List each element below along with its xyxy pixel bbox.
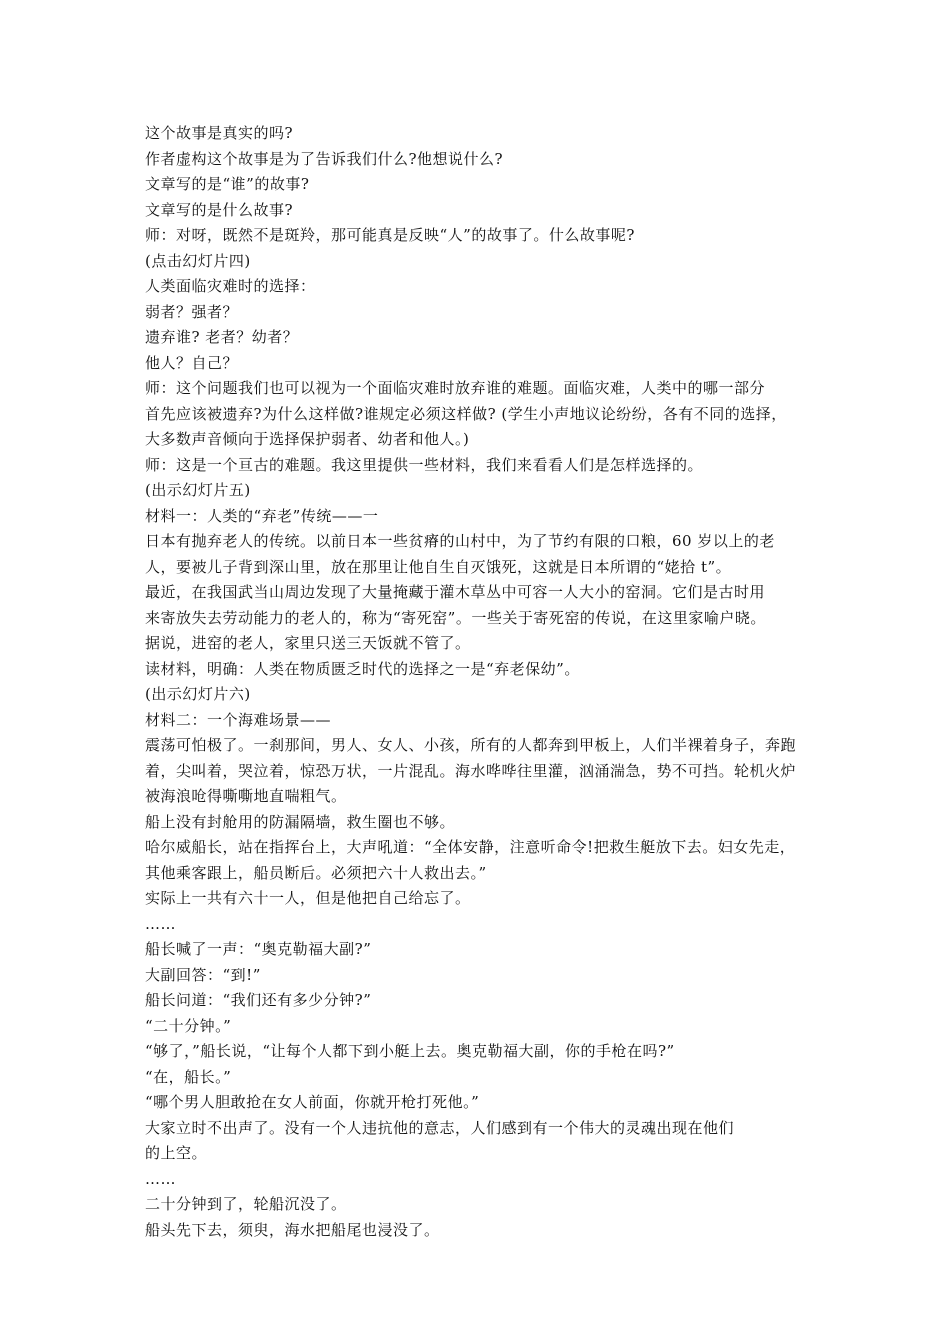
text-line: 遗弃谁? 老者？幼者？ [145,328,299,346]
text-line: “够了，”船长说，“让每个人都下到小艇上去。奥克勒福大副，你的手枪在吗?” [145,1042,675,1060]
text-line: 据说，进窑的老人，家里只送三天饭就不管了。 [145,634,471,652]
text-line: 日本有抛弃老人的传统。以前日本一些贫瘠的山村中，为了节约有限的口粮，60 岁以上的老 [145,532,775,550]
text-line: …… [145,914,176,933]
text-line: 他人？自己？ [145,353,239,372]
text-line: 师：这是一个亘古的难题。我这里提供一些材料，我们来看看人们是怎样选择的。 [145,455,704,474]
text-line: 文章写的是什么故事? [145,200,294,219]
text-line: 实际上一共有六十一人，但是他把自己给忘了。 [145,889,471,907]
text-line: 最近，在我国武当山周边发现了大量掩藏于灌木草丛中可容一人大小的窑洞。它们是古时用 [145,583,766,601]
text-line: 首先应该被遗弃?为什么这样做?谁规定必须这样做? (学生小声地议论纷纷，各有不同的选择， [145,404,787,423]
text-line: 震荡可怕极了。一刹那间，男人、女人、小孩，所有的人都奔到甲板上，人们半裸着身子，奔跑 [145,736,797,754]
text-line: 读材料，明确：人类在物质匮乏时代的选择之一是“弃老保幼”。 [145,659,580,678]
text-line: 人，要被儿子背到深山里，放在那里让他自生自灭饿死，这就是日本所谓的“姥拾 t”。 [145,557,732,576]
text-line: “哪个男人胆敢抢在女人前面，你就开枪打死他。” [145,1093,480,1111]
text-line: 大多数声音倾向于选择保护弱者、幼者和他人。) [145,430,470,448]
text-line: 大副回答：“到!” [145,965,261,984]
text-line: (出示幻灯片五) [145,481,251,499]
text-line: 船长问道：“我们还有多少分钟?” [145,991,372,1009]
text-line: 着，尖叫着，哭泣着，惊恐万状，一片混乱。海水哗哗往里灌，汹涌湍急，势不可挡。轮机火炉 [145,761,797,780]
document-body [145,121,821,1243]
text-line: …… [145,1169,176,1188]
text-line: 材料一：人类的“弃老”传统——一 [145,506,379,525]
text-line: 来寄放失去劳动能力的老人的，称为“寄死窑”。一些关于寄死窑的传说，在这里家喻户晓。 [145,608,766,627]
text-line: (出示幻灯片六) [145,685,251,703]
text-line: 船上没有封舱用的防漏隔墙，救生圈也不够。 [145,812,456,831]
text-line: 哈尔威船长，站在指挥台上，大声吼道：“全体安静，注意听命令!把救生艇放下去。妇女先走， [145,838,796,856]
text-line: “二十分钟。” [145,1016,232,1035]
text-line: 其他乘客跟上，船员断后。必须把六十人救出去。” [145,863,487,882]
text-line: 被海浪呛得嘶嘶地直喘粗气。 [145,787,347,805]
text-line: 材料二：一个海难场景—— [145,710,332,729]
text-line: 师：对呀，既然不是斑羚，那可能真是反映“人”的故事了。什么故事呢? [145,226,635,244]
text-line: 船头先下去，须臾，海水把船尾也浸没了。 [145,1220,440,1239]
text-line: 人类面临灾难时的选择： [145,277,316,295]
text-line: 作者虚构这个故事是为了告诉我们什么?他想说什么? [145,149,504,168]
text-line: 这个故事是真实的吗? [145,124,294,142]
text-line: “在，船长。” [145,1067,232,1086]
text-line: 弱者？强者？ [145,302,239,321]
text-line: (点击幻灯片四) [145,251,251,270]
text-line: 师：这个问题我们也可以视为一个面临灾难时放弃谁的难题。面临灾难，人类中的哪一部分 [145,379,766,397]
text-line: 文章写的是“谁”的故事? [145,175,310,193]
text-line: 的上空。 [145,1144,208,1162]
text-line: 二十分钟到了，轮船沉没了。 [145,1195,347,1213]
text-line: 船长喊了一声：“奥克勒福大副?” [145,940,372,958]
text-line: 大家立时不出声了。没有一个人违抗他的意志，人们感到有一个伟大的灵魂出现在他们 [145,1118,735,1137]
